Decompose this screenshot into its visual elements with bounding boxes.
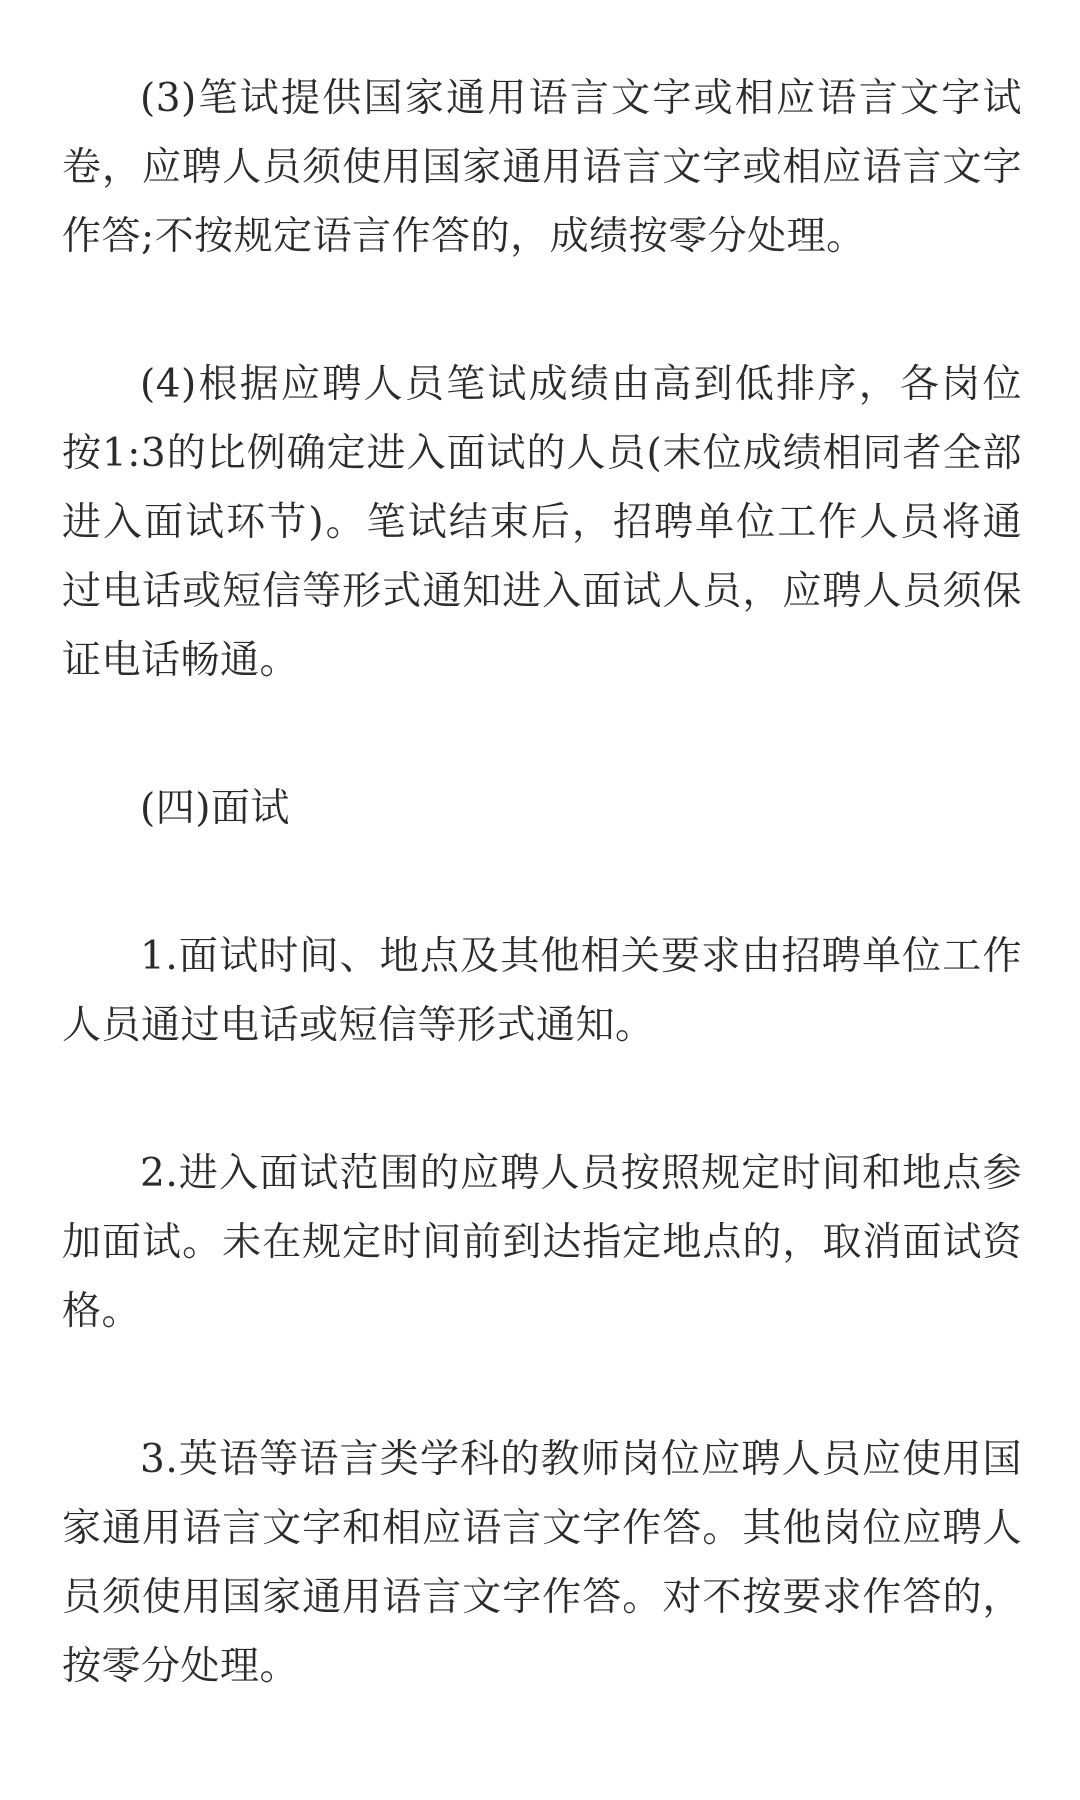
paragraph-interview-language: 3.英语等语言类学科的教师岗位应聘人员应使用国家通用语言文字和相应语言文字作答。其他岗位应聘人员须使用国家通用语言文字作答。对不按要求作答的，按零分处理。 [62, 1437, 1022, 1689]
article-body [62, 64, 1022, 1780]
section-heading-interview: (四)面试 [140, 786, 290, 831]
paragraph-interview-notice: 1.面试时间、地点及其他相关要求由招聘单位工作人员通过电话或短信等形式通知。 [62, 934, 1022, 1048]
paragraph-written-exam-language: (3)笔试提供国家通用语言文字或相应语言文字试卷，应聘人员须使用国家通用语言文字或相应语言文字作答;不按规定语言作答的，成绩按零分处理。 [62, 76, 1022, 259]
paragraph-interview-attendance: 2.进入面试范围的应聘人员按照规定时间和地点参加面试。未在规定时间前到达指定地点的，取消面试资格。 [62, 1151, 1022, 1334]
paragraph-written-exam-ranking: (4)根据应聘人员笔试成绩由高到低排序，各岗位按1:3的比例确定进入面试的人员(末位成绩相同者全部进入面试环节)。笔试结束后，招聘单位工作人员将通过电话或短信等形式通知进入面试人员，应聘人员须保证电话畅通。 [62, 362, 1022, 683]
